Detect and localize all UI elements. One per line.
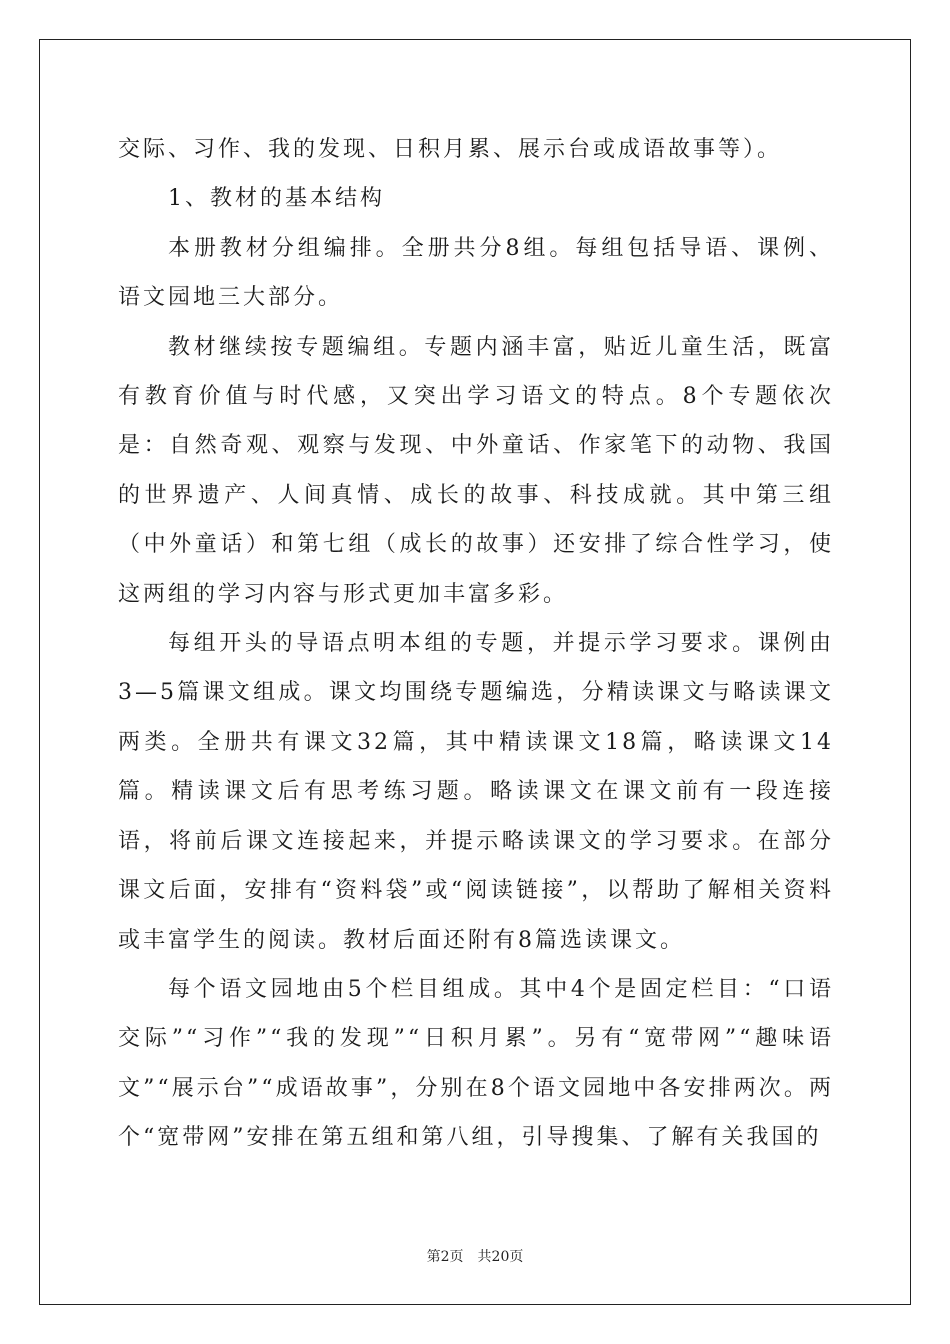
paragraph-topics: 教材继续按专题编组。专题内涵丰富，贴近儿童生活，既富有教育价值与时代感，又突出学习语文的特点。8个专题依次是：自然奇观、观察与发现、中外童话、作家笔下的动物、我国的世界遗产、人间真情、成长的故事、科技成就。其中第三组（中外童话）和第七组（成长的故事）还安排了综合性学习，使这两组的学习内容与形式更加丰富多彩。 xyxy=(118,334,834,607)
page-total: 共20页 xyxy=(477,1249,524,1265)
section-heading: 1、教材的基本结构 xyxy=(168,186,385,212)
page-number: 第2页 xyxy=(426,1249,464,1265)
page-footer xyxy=(0,1246,950,1266)
paragraph-continuation: 交际、习作、我的发现、日积月累、展示台或成语故事等）。 xyxy=(118,137,783,162)
paragraph-language-garden: 每个语文园地由5个栏目组成。其中4个是固定栏目：“口语交际”“习作”“我的发现”“日积月累”。另有“宽带网”“趣味语文”“展示台”“成语故事”，分别在8个语文园地中各安排两次。两个“宽带网”安排在第五组和第八组，引导搜集、了解有关我国的 xyxy=(118,976,834,1151)
paragraph-lessons: 每组开头的导语点明本组的专题，并提示学习要求。课例由3—5篇课文组成。课文均围绕专题编选，分精读课文与略读课文两类。全册共有课文32篇，其中精读课文18篇，略读课文14篇。精读课文后有思考练习题。略读课文在课文前有一段连接语，将前后课文连接起来，并提示略读课文的学习要求。在部分课文后面，安排有“资料袋”或“阅读链接”，以帮助了解相关资料或丰富学生的阅读。教材后面还附有8篇选读课文。 xyxy=(118,631,834,953)
document-body xyxy=(118,125,834,1163)
paragraph-structure: 本册教材分组编排。全册共分8组。每组包括导语、课例、语文园地三大部分。 xyxy=(118,235,834,311)
